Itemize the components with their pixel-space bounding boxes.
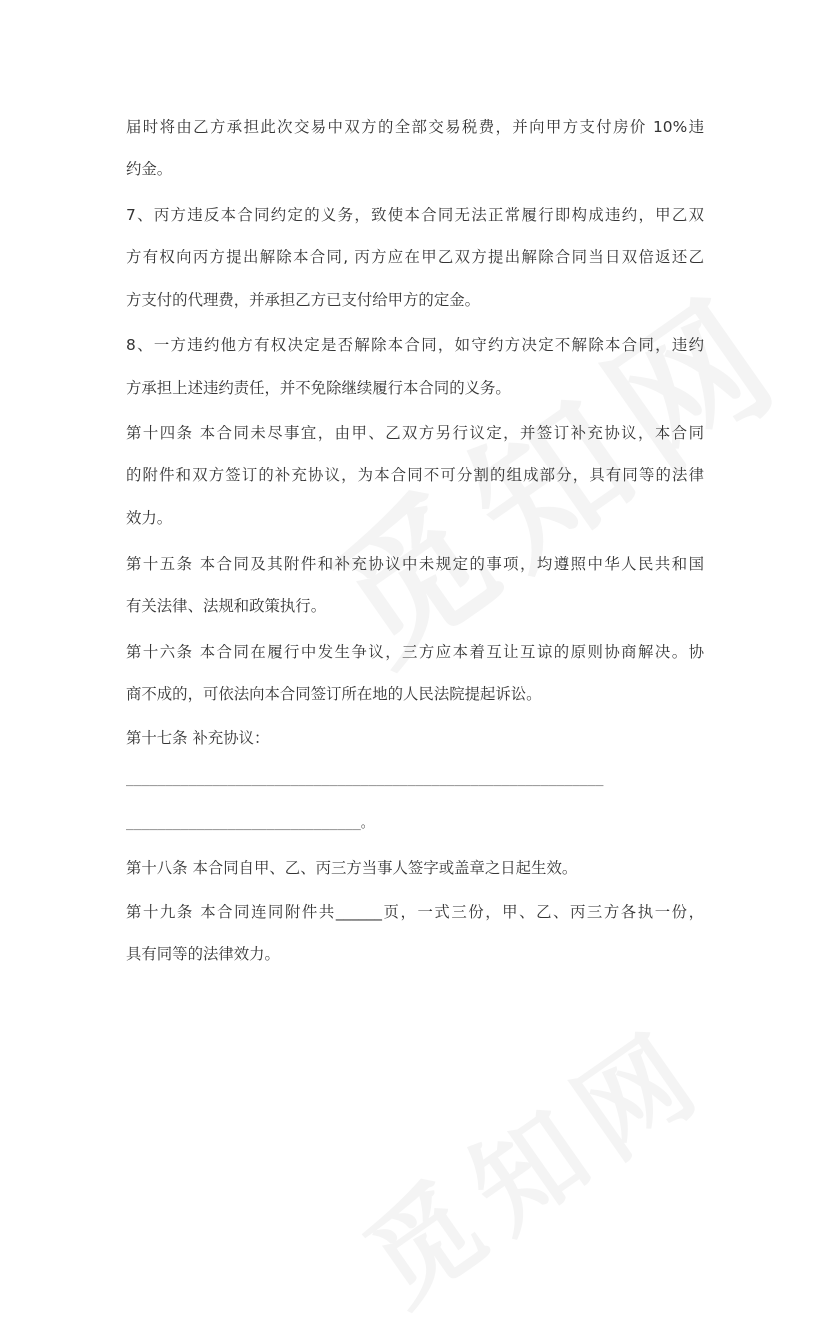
- supplement-blank-line: _____________________________________________________________: [126, 772, 604, 787]
- article-18-line: 第十八条 本合同自甲、乙、丙三方当事人签字或盖章之日起生效。: [126, 859, 578, 877]
- article-16-line: 第十六条 本合同在履行中发生争议，三方应本着互让互谅的原则协商解决。协: [126, 643, 704, 661]
- clause-7-line: 方支付的代理费，并承担乙方已支付给甲方的定金。: [126, 291, 480, 309]
- article-16-line: 商不成的，可依法向本合同签订所在地的人民法院提起诉讼。: [126, 685, 542, 703]
- article-15-line: 第十五条 本合同及其附件和补充协议中未规定的事项，均遵照中华人民共和国: [126, 555, 704, 573]
- supplement-blank-line: ______________________________。: [126, 816, 374, 831]
- article-17-heading: 第十七条 补充协议：: [126, 729, 270, 747]
- paragraph-line: 约金。: [126, 160, 173, 178]
- article-15-line: 有关法律、法规和政策执行。: [126, 597, 327, 615]
- article-14-line: 的附件和双方签订的补充协议，为本合同不可分割的组成部分，具有同等的法律: [126, 466, 704, 484]
- clause-7-line: 7、丙方违反本合同约定的义务，致使本合同无法正常履行即构成违约，甲乙双: [126, 206, 704, 224]
- article-19-line: 第十九条 本合同连同附件共______页，一式三份，甲、乙、丙三方各执一份，: [126, 903, 704, 921]
- watermark-bottom: [329, 984, 734, 1334]
- clause-8-line: 8、一方违约他方有权决定是否解除本合同，如守约方决定不解除本合同，违约: [126, 336, 704, 354]
- paragraph-line: 届时将由乙方承担此次交易中双方的全部交易税费，并向甲方支付房价 10%违: [126, 118, 704, 136]
- article-14-line: 效力。: [126, 509, 173, 527]
- clause-7-line: 方有权向丙方提出解除本合同, 丙方应在甲乙双方提出解除合同当日双倍返还乙: [126, 248, 704, 266]
- clause-8-line: 方承担上述违约责任，并不免除继续履行本合同的义务。: [126, 379, 511, 397]
- article-14-line: 第十四条 本合同未尽事宜，由甲、乙双方另行议定，并签订补充协议，本合同: [126, 424, 704, 442]
- article-19-line: 具有同等的法律效力。: [126, 945, 280, 963]
